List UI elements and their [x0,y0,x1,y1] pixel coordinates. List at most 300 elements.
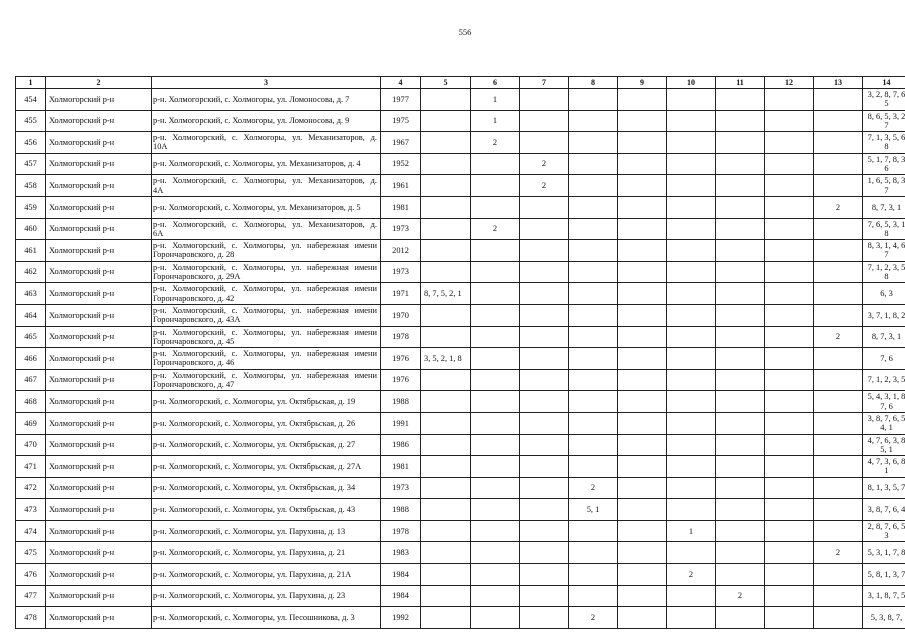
col-6-cell [471,196,520,218]
col-5-cell [421,412,471,434]
row-number-cell: 477 [16,585,46,607]
address-line: Горончаровского, д. 43А [153,315,241,325]
col-8-cell [569,391,618,413]
year-cell: 1991 [381,412,421,434]
district-cell: Холмогорский р-н [46,607,152,629]
col-8-cell [569,585,618,607]
col-5-cell [421,218,471,240]
address-line: Горончаровского, д. 29А [153,272,241,282]
col-9-cell [618,175,667,197]
address-line: р-н. Холмогорский, с. Холмогоры, ул. Октябрьская, д. 27А [153,461,362,471]
col-6-cell [471,391,520,413]
year-cell: 1978 [381,520,421,542]
col-14-line: 8, 7, 3, 1 [871,332,902,342]
col-8-cell [569,132,618,154]
col-7-cell [520,348,569,370]
row-number-cell: 465 [16,326,46,348]
table-row [16,391,905,413]
col-14-cell [863,132,905,154]
address-cell [152,477,381,499]
col-12-cell [765,261,814,283]
col-8-cell [569,89,618,111]
col-7-cell [520,283,569,305]
col-13-cell [814,218,863,240]
address-line: р-н. Холмогорский, с. Холмогоры, ул. Механизаторов, д. [153,133,377,143]
col-9-cell [618,585,667,607]
col-7-cell [520,304,569,326]
year-cell: 1973 [381,218,421,240]
address-cell [152,240,381,262]
table-row [16,196,905,218]
col-9-cell [618,607,667,629]
address-line: р-н. Холмогорский, с. Холмогоры, ул. Механизаторов, д. [153,219,377,229]
col-12-cell [765,218,814,240]
col-13-cell [814,585,863,607]
col-14-cell [863,110,905,132]
col-7-cell [520,261,569,283]
col-10-cell [667,153,716,175]
table-row [16,132,905,154]
col-6-cell [471,520,520,542]
col-14-line: 8 [884,142,889,152]
table-row [16,369,905,391]
col-10-cell [667,261,716,283]
col-8-cell [569,564,618,586]
table-body [16,89,905,629]
col-14-cell [863,477,905,499]
col-14-line: 8, 1, 3, 5, 7 [867,483,905,493]
col-14-line: 3 [884,531,889,541]
address-cell [152,434,381,456]
col-14-line: 1 [884,466,889,476]
district-cell: Холмогорский р-н [46,564,152,586]
address-cell [152,153,381,175]
col-14-line: 3, 8, 7, 6, 4 [867,504,905,514]
address-line: р-н. Холмогорский, с. Холмогоры, ул. Парухина, д. 23 [153,591,346,601]
col-9-cell [618,240,667,262]
col-10-cell [667,542,716,564]
col-6-cell [471,283,520,305]
col-14-line: 8, 6, 5, 3, 2 [867,111,905,121]
col-8-cell [569,434,618,456]
col-10-cell [667,283,716,305]
col-7-cell [520,240,569,262]
col-14-line: 6, 3 [880,289,893,299]
address-line: 10А [153,142,168,152]
address-cell [152,456,381,478]
col-13-cell [814,456,863,478]
col-9-cell [618,542,667,564]
col-10-cell [667,456,716,478]
row-number-cell: 460 [16,218,46,240]
col-6-cell [471,175,520,197]
col-5-cell [421,369,471,391]
column-header-12: 12 [765,77,814,89]
district-cell: Холмогорский р-н [46,477,152,499]
col-8-cell [569,261,618,283]
col-14-cell [863,283,905,305]
col-5-cell [421,304,471,326]
table-row [16,564,905,586]
col-13-cell [814,477,863,499]
col-7-cell [520,434,569,456]
col-9-cell [618,499,667,521]
col-10-cell [667,326,716,348]
col-6-cell [471,477,520,499]
col-14-cell [863,434,905,456]
col-14-cell [863,89,905,111]
col-8-cell: 2 [569,477,618,499]
col-14-line: 7 [884,185,889,195]
table-row [16,283,905,305]
address-cell [152,89,381,111]
col-14-line: 5, 1 [880,444,893,454]
col-13-cell [814,520,863,542]
col-9-cell [618,283,667,305]
col-11-cell [716,110,765,132]
col-11-cell [716,434,765,456]
address-line: 4А [153,185,164,195]
col-5-cell [421,542,471,564]
col-14-line: 4, 7, 6, 3, 8 [867,435,905,445]
year-cell: 1988 [381,499,421,521]
col-9-cell [618,412,667,434]
col-11-cell [716,564,765,586]
col-13-cell [814,175,863,197]
table-row [16,499,905,521]
table-row [16,218,905,240]
col-7-cell [520,391,569,413]
col-6-cell: 2 [471,218,520,240]
col-12-cell [765,607,814,629]
table-row [16,175,905,197]
district-cell: Холмогорский р-н [46,261,152,283]
col-7-cell [520,499,569,521]
col-7-cell [520,542,569,564]
year-cell: 1961 [381,175,421,197]
col-5-cell [421,499,471,521]
address-cell [152,607,381,629]
table-row [16,434,905,456]
col-14-line: 8, 3, 1, 4, 6 [867,241,905,251]
col-10-cell [667,218,716,240]
row-number-cell: 455 [16,110,46,132]
col-6-cell [471,369,520,391]
address-line: р-н. Холмогорский, с. Холмогоры, ул. набережная имени [153,306,377,316]
address-line: р-н. Холмогорский, с. Холмогоры, ул. Песошникова, д. 3 [153,612,355,622]
row-number-cell: 472 [16,477,46,499]
address-cell [152,132,381,154]
col-14-line: 7, 6 [880,401,893,411]
col-13-cell [814,564,863,586]
col-5-cell [421,153,471,175]
col-14-line: 3, 8, 7, 6, 5 [867,414,905,423]
table-row [16,110,905,132]
address-line: р-н. Холмогорский, с. Холмогоры, ул. Механизаторов, д. [153,176,377,186]
column-header-13: 13 [814,77,863,89]
row-number-cell: 464 [16,304,46,326]
col-7-cell [520,412,569,434]
year-cell: 1967 [381,132,421,154]
col-12-cell [765,369,814,391]
col-14-cell [863,261,905,283]
address-line: р-н. Холмогорский, с. Холмогоры, ул. Октябрьская, д. 34 [153,483,356,493]
col-13-cell [814,348,863,370]
col-12-cell [765,499,814,521]
col-14-line: 5, 3, 8, 7, [870,612,903,622]
col-8-cell [569,175,618,197]
district-cell: Холмогорский р-н [46,456,152,478]
col-7-cell: 2 [520,175,569,197]
col-6-cell [471,434,520,456]
header-row [16,77,905,89]
table-row [16,304,905,326]
col-7-cell: 2 [520,153,569,175]
col-5-cell [421,477,471,499]
col-14-cell [863,412,905,434]
district-cell: Холмогорский р-н [46,434,152,456]
address-cell [152,196,381,218]
district-cell: Холмогорский р-н [46,175,152,197]
col-14-cell [863,348,905,370]
address-line: р-н. Холмогорский, с. Холмогоры, ул. Механизаторов, д. 4 [153,159,361,169]
year-cell: 1970 [381,304,421,326]
col-14-line: 7, 6, 5, 3, 1 [867,219,905,229]
table-row [16,89,905,111]
col-10-cell [667,175,716,197]
col-14-cell [863,153,905,175]
column-header-1: 1 [16,77,46,89]
row-number-cell: 478 [16,607,46,629]
address-line: р-н. Холмогорский, с. Холмогоры, ул. Октябрьская, д. 27 [153,440,356,450]
col-6-cell [471,456,520,478]
col-13-cell: 2 [814,542,863,564]
table-row [16,542,905,564]
col-8-cell [569,542,618,564]
col-14-line: 2, 8, 7, 6, 5 [867,521,905,531]
col-14-line: 8 [884,272,889,282]
table-row [16,456,905,478]
col-14-line: 5 [884,99,889,109]
table-row [16,412,905,434]
col-14-cell [863,304,905,326]
district-cell: Холмогорский р-н [46,240,152,262]
page-number: 556 [458,27,472,37]
row-number-cell: 469 [16,412,46,434]
year-cell: 1983 [381,542,421,564]
col-9-cell [618,196,667,218]
address-cell [152,585,381,607]
col-11-cell [716,283,765,305]
col-11-cell: 2 [716,585,765,607]
col-12-cell [765,240,814,262]
address-line: р-н. Холмогорский, с. Холмогоры, ул. Парухина, д. 13 [153,526,346,536]
address-cell [152,175,381,197]
col-11-cell [716,89,765,111]
col-9-cell [618,304,667,326]
col-5-cell [421,175,471,197]
column-header-6: 6 [471,77,520,89]
address-line: р-н. Холмогорский, с. Холмогоры, ул. Парухина, д. 21 [153,548,346,558]
row-number-cell: 456 [16,132,46,154]
col-14-line: 5, 3, 1, 7, 8 [867,548,905,558]
col-5-cell [421,456,471,478]
address-line: р-н. Холмогорский, с. Холмогоры, ул. набережная имени [153,262,377,272]
district-cell: Холмогорский р-н [46,585,152,607]
col-12-cell [765,326,814,348]
district-cell: Холмогорский р-н [46,412,152,434]
col-14-cell [863,564,905,586]
col-14-cell [863,542,905,564]
col-6-cell [471,607,520,629]
housing-table [15,76,905,629]
district-cell: Холмогорский р-н [46,348,152,370]
col-8-cell [569,218,618,240]
year-cell: 1977 [381,89,421,111]
row-number-cell: 474 [16,520,46,542]
col-5-cell [421,564,471,586]
row-number-cell: 459 [16,196,46,218]
col-11-cell [716,326,765,348]
col-13-cell: 2 [814,326,863,348]
address-cell [152,261,381,283]
col-14-cell [863,607,905,629]
table-row [16,326,905,348]
address-line: р-н. Холмогорский, с. Холмогоры, ул. набережная имени [153,349,377,359]
col-9-cell [618,520,667,542]
col-13-cell [814,153,863,175]
col-14-line: 5, 8, 1, 3, 7 [867,569,905,579]
year-cell: 1973 [381,477,421,499]
column-header-7: 7 [520,77,569,89]
year-cell: 1981 [381,456,421,478]
address-line: р-н. Холмогорский, с. Холмогоры, ул. набережная имени [153,327,377,337]
year-cell: 1973 [381,261,421,283]
col-6-cell [471,348,520,370]
col-9-cell [618,326,667,348]
year-cell: 1984 [381,564,421,586]
col-14-line: 5, 1, 7, 8, 3 [867,154,905,164]
district-cell: Холмогорский р-н [46,132,152,154]
col-14-line: 3, 1, 8, 7, 5 [867,591,905,601]
col-14-cell [863,585,905,607]
col-14-cell [863,240,905,262]
col-8-cell [569,456,618,478]
col-12-cell [765,110,814,132]
col-11-cell [716,369,765,391]
col-13-cell [814,261,863,283]
col-14-line: 7, 6 [880,353,893,363]
col-11-cell [716,477,765,499]
col-14-cell [863,499,905,521]
col-9-cell [618,348,667,370]
district-cell: Холмогорский р-н [46,542,152,564]
col-9-cell [618,132,667,154]
address-line: р-н. Холмогорский, с. Холмогоры, ул. Механизаторов, д. 5 [153,202,361,212]
year-cell: 1975 [381,110,421,132]
col-6-cell: 1 [471,89,520,111]
col-9-cell [618,391,667,413]
col-9-cell [618,564,667,586]
column-header-14: 14 [863,77,905,89]
column-header-4: 4 [381,77,421,89]
address-cell [152,564,381,586]
col-13-cell [814,434,863,456]
address-line: р-н. Холмогорский, с. Холмогоры, ул. набережная имени [153,370,377,380]
column-header-9: 9 [618,77,667,89]
col-12-cell [765,585,814,607]
year-cell: 1988 [381,391,421,413]
col-11-cell [716,304,765,326]
col-10-cell [667,477,716,499]
col-5-cell [421,110,471,132]
col-14-line: 7 [884,120,889,130]
col-10-cell [667,348,716,370]
col-9-cell [618,89,667,111]
col-14-line: 3, 2, 8, 7, 6 [867,90,905,100]
col-6-cell [471,326,520,348]
col-9-cell [618,261,667,283]
col-13-cell [814,412,863,434]
year-cell: 1992 [381,607,421,629]
district-cell: Холмогорский р-н [46,283,152,305]
col-7-cell [520,110,569,132]
col-8-cell [569,348,618,370]
col-9-cell [618,456,667,478]
col-13-cell [814,132,863,154]
address-line: р-н. Холмогорский, с. Холмогоры, ул. Парухина, д. 21А [153,569,352,579]
col-6-cell [471,499,520,521]
col-12-cell [765,391,814,413]
col-13-cell [814,110,863,132]
col-12-cell [765,564,814,586]
col-11-cell [716,132,765,154]
col-5-cell [421,196,471,218]
col-14-line: 6 [884,164,889,174]
district-cell: Холмогорский р-н [46,153,152,175]
col-11-cell [716,348,765,370]
address-cell [152,542,381,564]
col-5-cell [421,132,471,154]
col-10-cell [667,585,716,607]
address-cell [152,218,381,240]
row-number-cell: 458 [16,175,46,197]
col-10-cell [667,391,716,413]
col-9-cell [618,477,667,499]
col-5-cell [421,607,471,629]
address-cell [152,520,381,542]
col-14-line: 8, 7, 3, 1 [871,202,902,212]
table-row [16,240,905,262]
row-number-cell: 461 [16,240,46,262]
col-14-line: 8 [884,228,889,238]
col-13-cell [814,499,863,521]
col-10-cell: 1 [667,520,716,542]
col-10-cell [667,304,716,326]
col-11-cell [716,218,765,240]
row-number-cell: 462 [16,261,46,283]
col-7-cell [520,477,569,499]
year-cell: 2012 [381,240,421,262]
row-number-cell: 468 [16,391,46,413]
address-cell [152,283,381,305]
col-13-cell: 2 [814,196,863,218]
address-cell [152,110,381,132]
district-cell: Холмогорский р-н [46,218,152,240]
address-cell [152,369,381,391]
col-12-cell [765,175,814,197]
col-11-cell [716,153,765,175]
